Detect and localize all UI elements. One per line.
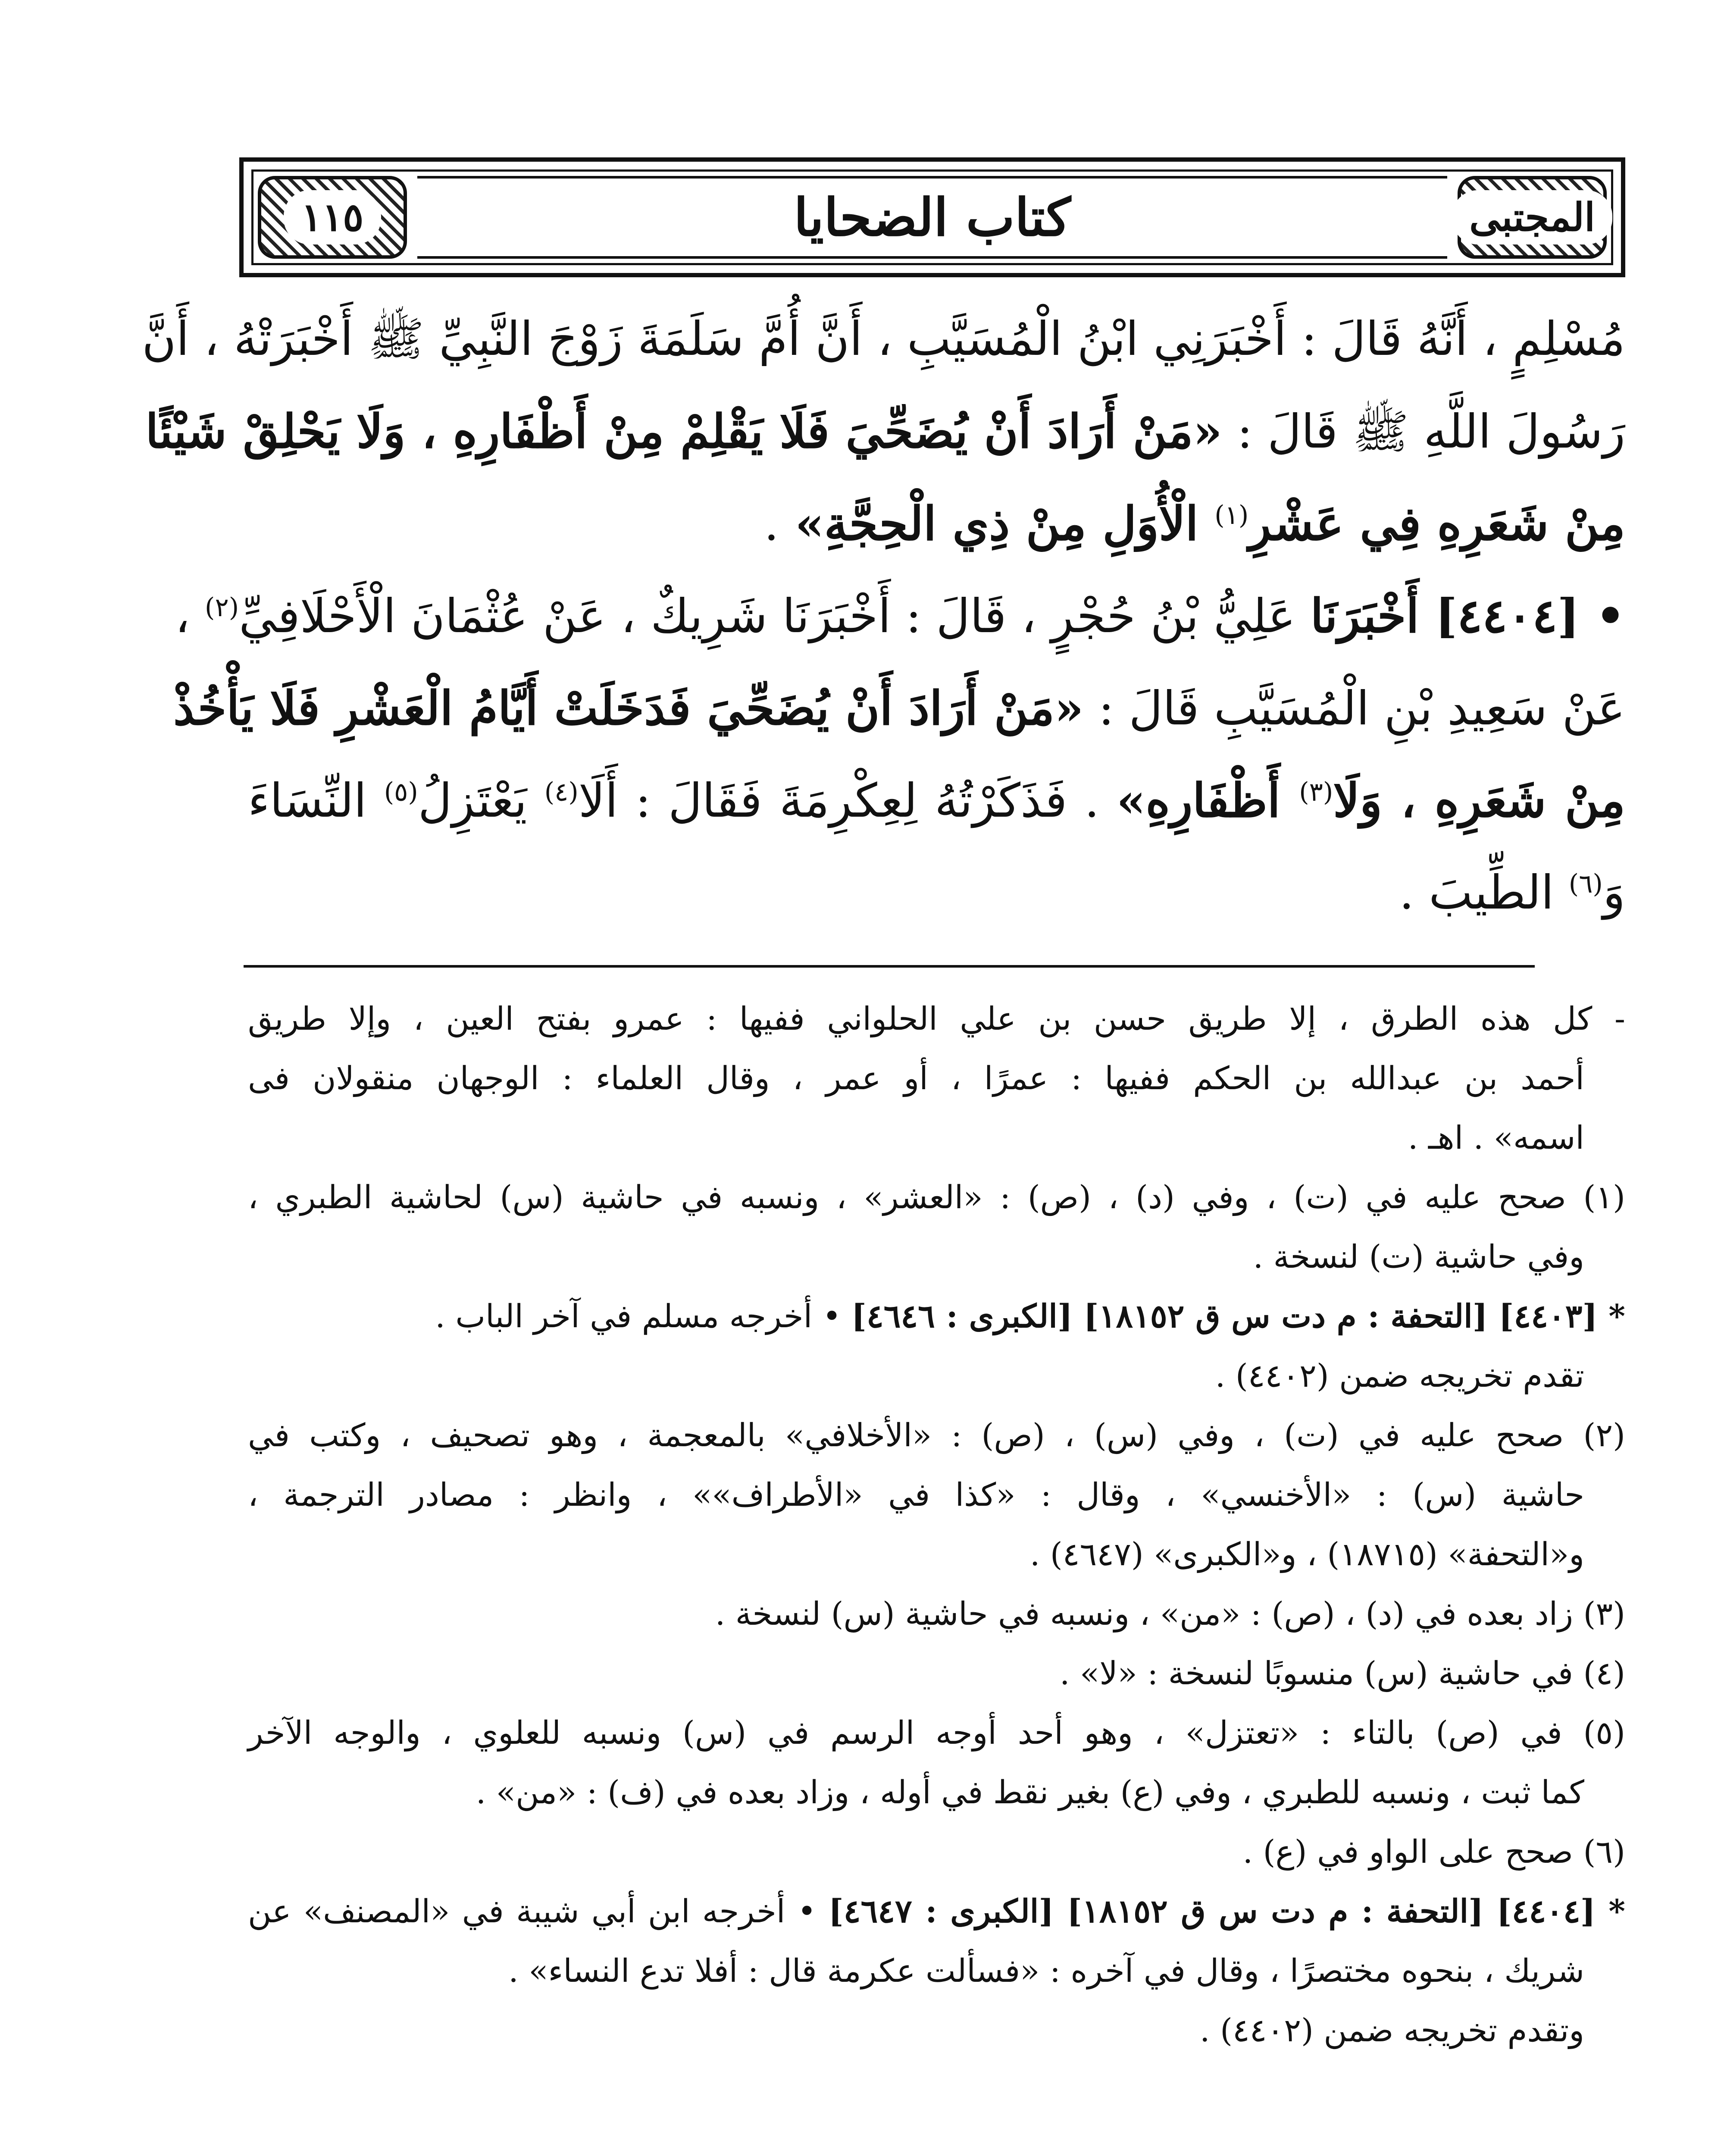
text-segment: الطِّيبَ . xyxy=(1399,866,1569,920)
footnote-line xyxy=(248,1644,1625,1703)
text-segment: شريك ، بنحوه مختصرًا ، وقال في آخره : «فسألت عكرمة قال : أفلا تدع النساء» . xyxy=(508,1952,1584,1990)
text-segment: (١) صحح عليه في (ت) ، وفي (د) ، (ص) : «العشر» ، ونسبه في حاشية (س) لحاشية الطبري ، xyxy=(248,1179,1625,1216)
footnote-divider xyxy=(244,965,1535,968)
text-segment: و«التحفة» (١٨٧١٥) ، و«الكبرى» (٤٦٤٧) . xyxy=(1029,1536,1584,1573)
text-line xyxy=(173,662,1625,755)
text-segment: كما ثبت ، ونسبه للطبري ، وفي (ع) بغير نقط في أوله ، وزاد بعده في (ف) : «من» . xyxy=(476,1774,1584,1811)
footnote-line xyxy=(248,1168,1625,1227)
text-segment: وفي حاشية (ت) لنسخة . xyxy=(1253,1238,1584,1275)
text-segment: وتقدم تخريجه ضمن (٤٤٠٢) . xyxy=(1200,2012,1584,2049)
bold-text: أَخْبَرَنَا xyxy=(1310,589,1419,643)
footnote-line xyxy=(248,1584,1625,1644)
text-segment: (٤) في حاشية (س) منسوبًا لنسخة : «لا» . xyxy=(1060,1655,1625,1692)
text-segment: اسمه» . اهـ . xyxy=(1408,1119,1584,1156)
footnote-reference: (٢) xyxy=(205,592,239,623)
text-segment: أحمد بن عبدالله بن الحكم ففيها : عمرًا ، أو عمر ، وقال العلماء : الوجهان منقولان فى xyxy=(248,1060,1584,1097)
text-segment: تقدم تخريجه ضمن (٤٤٠٢) . xyxy=(1215,1357,1584,1395)
text-segment: يَعْتَزِلُ xyxy=(418,774,544,828)
text-line xyxy=(248,478,1625,570)
text-segment: حاشية (س) : «الأخنسي» ، وقال : «كذا في «الأطراف»» ، وانظر : مصادر الترجمة ، xyxy=(248,1476,1584,1514)
book-logo: المجتبى xyxy=(1452,190,1612,244)
footnote-line xyxy=(248,1287,1625,1346)
bold-text: أَظْفَارِهِ» xyxy=(1117,774,1299,828)
bold-text: • [٤٤٠٤] xyxy=(1419,589,1625,643)
footnotes xyxy=(248,989,1625,2060)
bold-text: الْأُوَلِ مِنْ ذِي الْحِجَّةِ» xyxy=(779,497,1215,551)
text-segment: (٦) صحح على الواو في (ع) . xyxy=(1242,1833,1625,1871)
text-segment: عَنْ سَعِيدِ بْنِ الْمُسَيَّبِ قَالَ : xyxy=(1083,682,1625,736)
running-header xyxy=(239,157,1625,277)
bold-text: مِنْ شَعَرِهِ ، وَلَا xyxy=(1333,774,1625,828)
text-segment: رَسُولَ اللَّهِ ﷺ قَالَ : xyxy=(1222,405,1625,459)
footnote-reference: (٤) xyxy=(544,777,579,807)
footnote-line xyxy=(248,1822,1625,1882)
footnote-line xyxy=(248,1049,1625,1108)
footnote-line xyxy=(248,1406,1625,1465)
footnote-line xyxy=(248,1227,1625,1287)
text-segment: ، xyxy=(175,589,205,643)
footnote-reference: (٦) xyxy=(1568,869,1603,899)
footnote-line xyxy=(248,2001,1625,2060)
footnote-line xyxy=(248,1108,1625,1168)
page-number: ١١٥ xyxy=(284,190,381,244)
page-number-cartouche xyxy=(258,176,407,259)
bold-text: * [٤٤٠٤] [التحفة : م دت س ق ١٨١٥٢] [الكبرى : ٤٦٤٧] xyxy=(828,1893,1625,1930)
footnote-line xyxy=(248,1763,1625,1822)
text-segment: وَ xyxy=(1602,866,1625,920)
text-segment: . xyxy=(764,497,779,551)
text-segment: - كل هذه الطرق ، إلا طريق حسن بن علي الحلواني ففيها : عمرو بفتح العين ، وإلا طريق xyxy=(248,1000,1625,1037)
text-line xyxy=(142,293,1625,385)
footnote-line xyxy=(248,1941,1625,2001)
text-segment: (٢) صحح عليه في (ت) ، وفي (س) ، (ص) : «الأخلافي» بالمعجمة ، وهو تصحيف ، وكتب في xyxy=(248,1417,1625,1454)
bold-text: «مَنْ أَرَادَ أَنْ يُضَحِّيَ فَلَا يَقْلِمْ مِنْ أَظْفَارِهِ ، وَلَا يَحْلِقْ شَيْئًا xyxy=(145,404,1223,459)
footnote-line xyxy=(248,1703,1625,1763)
text-segment: النِّسَاءَ xyxy=(248,774,384,828)
footnote-reference: (٥) xyxy=(384,777,418,807)
text-segment: عَلِيُّ بْنُ حُجْرٍ ، قَالَ : أَخْبَرَنَا شَرِيكٌ ، عَنْ عُثْمَانَ الْأَحْلَافِيِّ xyxy=(239,589,1311,643)
text-segment: (٥) في (ص) بالتاء : «تعتزل» ، وهو أحد أوجه الرسم في (س) ونسبه للعلوي ، والوجه الآخر xyxy=(248,1714,1625,1752)
text-segment: مُسْلِمٍ ، أَنَّهُ قَالَ : أَخْبَرَنِي ابْنُ الْمُسَيَّبِ ، أَنَّ أُمَّ سَلَمَةَ زَوْجَ النَّبِيِّ ﷺ أَخْبَرَتْهُ ، أَنَّ xyxy=(142,312,1625,366)
footnote-line xyxy=(248,1465,1625,1525)
text-line xyxy=(145,385,1625,478)
text-segment: . فَذَكَرْتُهُ لِعِكْرِمَةَ فَقَالَ : أَلَا xyxy=(578,774,1117,828)
main-text xyxy=(142,293,1625,939)
text-line xyxy=(248,755,1625,847)
chapter-title: كتاب الضحايا xyxy=(417,176,1447,259)
footnote-reference: (٣) xyxy=(1299,777,1333,807)
text-segment: • أخرجه ابن أبي شيبة في «المصنف» عن xyxy=(248,1893,829,1930)
book-logo-cartouche xyxy=(1458,176,1607,259)
footnote-reference: (١) xyxy=(1214,500,1249,530)
bold-text: * [٤٤٠٣] [التحفة : م دت س ق ١٨١٥٢] [الكبرى : ٤٦٤٦] xyxy=(851,1298,1625,1335)
footnote-line xyxy=(248,1346,1625,1406)
text-segment: (٣) زاد بعده في (د) ، (ص) : «من» ، ونسبه في حاشية (س) لنسخة . xyxy=(715,1595,1625,1633)
footnote-line xyxy=(248,1882,1625,1941)
text-line xyxy=(175,570,1625,662)
footnote-line xyxy=(248,1525,1625,1584)
header-frame xyxy=(251,169,1613,265)
text-line xyxy=(248,847,1625,939)
bold-text: «مَنْ أَرَادَ أَنْ يُضَحِّيَ فَدَخَلَتْ أَيَّامُ الْعَشْرِ فَلَا يَأْخُذْ xyxy=(173,681,1084,736)
bold-text: مِنْ شَعَرِهِ فِي عَشْرِ xyxy=(1248,497,1625,551)
footnote-line xyxy=(248,989,1625,1049)
text-segment: • أخرجه مسلم في آخر الباب . xyxy=(435,1298,851,1335)
